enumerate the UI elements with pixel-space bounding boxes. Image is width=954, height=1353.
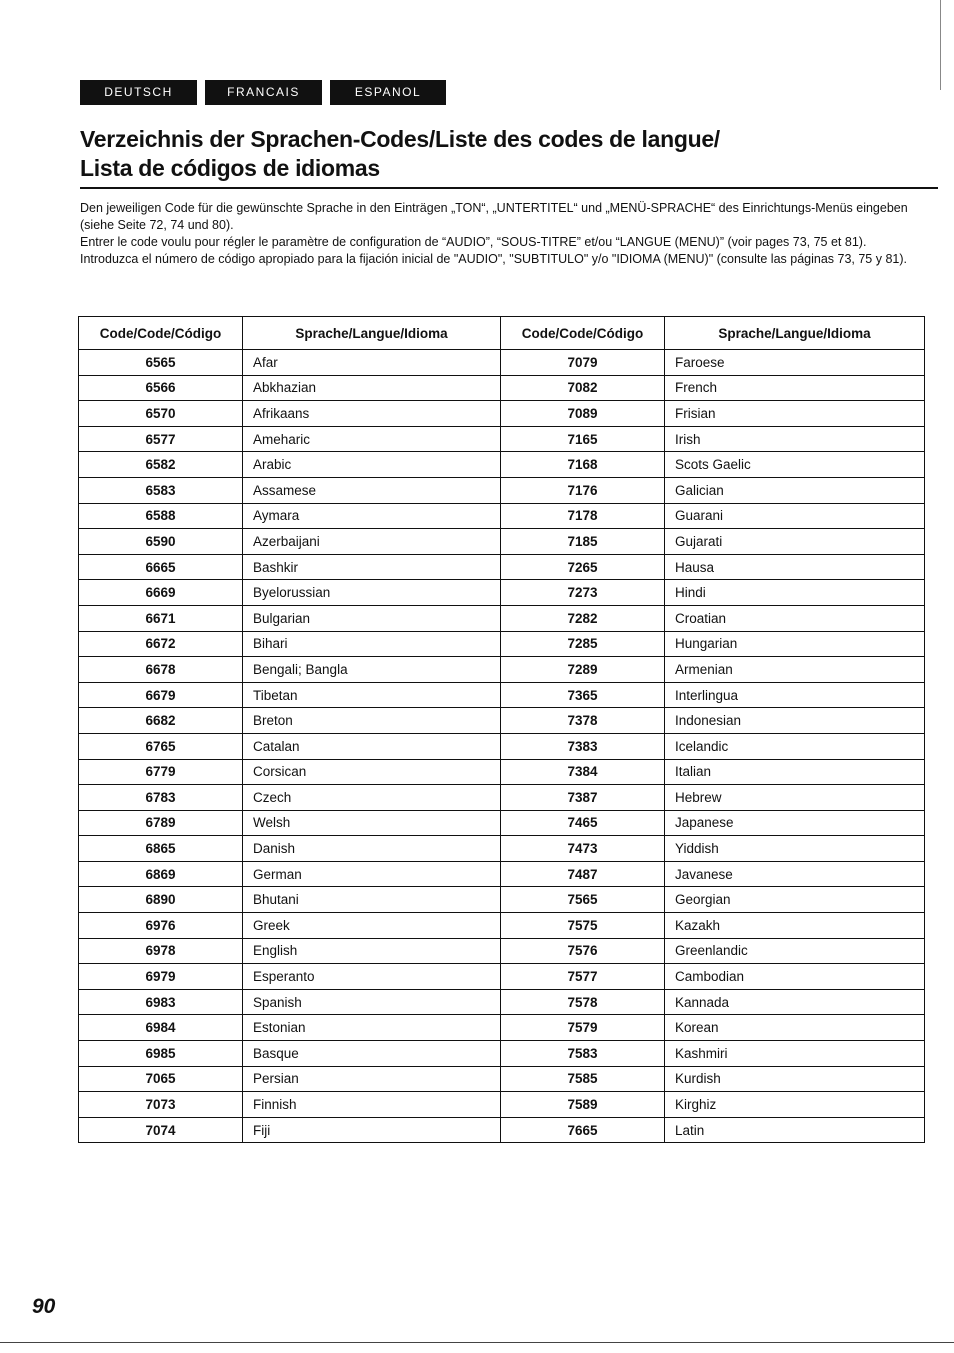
code-cell: 6577 xyxy=(79,426,243,452)
language-cell: Irish xyxy=(665,426,925,452)
language-cell: Byelorussian xyxy=(243,580,501,606)
table-row xyxy=(79,836,925,862)
code-cell: 7073 xyxy=(79,1092,243,1118)
code-cell: 7065 xyxy=(79,1066,243,1092)
language-tabs xyxy=(80,80,446,105)
code-cell: 6672 xyxy=(79,631,243,657)
header-code-left: Code/Code/Código xyxy=(79,317,243,350)
code-cell: 6588 xyxy=(79,503,243,529)
table-row xyxy=(79,938,925,964)
code-cell: 6983 xyxy=(79,989,243,1015)
table-header-row xyxy=(79,317,925,350)
tab-deutsch: DEUTSCH xyxy=(80,80,197,105)
title-line-1: Verzeichnis der Sprachen-Codes/Liste des codes de langue/ xyxy=(80,126,720,152)
code-cell: 7289 xyxy=(501,657,665,683)
code-cell: 7487 xyxy=(501,861,665,887)
language-cell: Galician xyxy=(665,477,925,503)
page-number: 90 xyxy=(32,1295,56,1318)
language-cell: Afrikaans xyxy=(243,401,501,427)
table-row xyxy=(79,861,925,887)
table-row xyxy=(79,554,925,580)
table-row xyxy=(79,631,925,657)
code-cell: 7165 xyxy=(501,426,665,452)
language-cell: Gujarati xyxy=(665,529,925,555)
language-cell: Greek xyxy=(243,913,501,939)
table-row xyxy=(79,375,925,401)
table-row xyxy=(79,1092,925,1118)
table-row xyxy=(79,785,925,811)
language-cell: Assamese xyxy=(243,477,501,503)
language-cell: Javanese xyxy=(665,861,925,887)
code-cell: 7383 xyxy=(501,733,665,759)
language-cell: Finnish xyxy=(243,1092,501,1118)
code-cell: 7473 xyxy=(501,836,665,862)
language-cell: Spanish xyxy=(243,989,501,1015)
table-row xyxy=(79,477,925,503)
code-cell: 6679 xyxy=(79,682,243,708)
code-cell: 6890 xyxy=(79,887,243,913)
header-code-right: Code/Code/Código xyxy=(501,317,665,350)
language-cell: Catalan xyxy=(243,733,501,759)
title-line-2: Lista de códigos de idiomas xyxy=(80,155,380,181)
language-cell: Kashmiri xyxy=(665,1041,925,1067)
language-cell: Hindi xyxy=(665,580,925,606)
table-row xyxy=(79,580,925,606)
code-cell: 6583 xyxy=(79,477,243,503)
code-cell: 7576 xyxy=(501,938,665,964)
table-row xyxy=(79,989,925,1015)
code-cell: 6765 xyxy=(79,733,243,759)
intro-spanish: Introduzca el número de código apropiado para la fijación inicial de "AUDIO", "SUBTITULO" y/o "IDIOMA (MENU)" (consulte las páginas 73, 75 y 81). xyxy=(80,252,907,266)
language-cell: Estonian xyxy=(243,1015,501,1041)
language-cell: Persian xyxy=(243,1066,501,1092)
code-cell: 6669 xyxy=(79,580,243,606)
code-cell: 6976 xyxy=(79,913,243,939)
language-cell: Japanese xyxy=(665,810,925,836)
table-row xyxy=(79,529,925,555)
intro-text xyxy=(80,200,925,268)
table-body xyxy=(79,350,925,1143)
code-cell: 6570 xyxy=(79,401,243,427)
language-cell: Esperanto xyxy=(243,964,501,990)
code-cell: 6582 xyxy=(79,452,243,478)
language-cell: Bihari xyxy=(243,631,501,657)
code-cell: 6865 xyxy=(79,836,243,862)
code-cell: 7384 xyxy=(501,759,665,785)
table-row xyxy=(79,964,925,990)
code-cell: 7465 xyxy=(501,810,665,836)
language-cell: Cambodian xyxy=(665,964,925,990)
language-cell: Basque xyxy=(243,1041,501,1067)
language-cell: Hungarian xyxy=(665,631,925,657)
table-row xyxy=(79,1066,925,1092)
code-cell: 7282 xyxy=(501,605,665,631)
code-cell: 6984 xyxy=(79,1015,243,1041)
language-cell: Faroese xyxy=(665,350,925,376)
code-cell: 7185 xyxy=(501,529,665,555)
code-cell: 6979 xyxy=(79,964,243,990)
code-cell: 7273 xyxy=(501,580,665,606)
table-row xyxy=(79,605,925,631)
code-cell: 7575 xyxy=(501,913,665,939)
code-cell: 6566 xyxy=(79,375,243,401)
code-cell: 7285 xyxy=(501,631,665,657)
code-cell: 6565 xyxy=(79,350,243,376)
language-cell: Azerbaijani xyxy=(243,529,501,555)
table-row xyxy=(79,350,925,376)
code-cell: 7365 xyxy=(501,682,665,708)
header-language-left: Sprache/Langue/Idioma xyxy=(243,317,501,350)
language-cell: Frisian xyxy=(665,401,925,427)
code-cell: 7665 xyxy=(501,1117,665,1143)
code-cell: 6590 xyxy=(79,529,243,555)
language-cell: Kazakh xyxy=(665,913,925,939)
language-cell: Fiji xyxy=(243,1117,501,1143)
language-cell: Guarani xyxy=(665,503,925,529)
language-cell: Bulgarian xyxy=(243,605,501,631)
code-cell: 6783 xyxy=(79,785,243,811)
table-row xyxy=(79,733,925,759)
code-cell: 7178 xyxy=(501,503,665,529)
language-cell: Danish xyxy=(243,836,501,862)
table-row xyxy=(79,426,925,452)
language-cell: Armenian xyxy=(665,657,925,683)
language-cell: Afar xyxy=(243,350,501,376)
code-cell: 7579 xyxy=(501,1015,665,1041)
language-cell: Icelandic xyxy=(665,733,925,759)
title-divider xyxy=(80,187,938,189)
code-cell: 7387 xyxy=(501,785,665,811)
language-cell: Yiddish xyxy=(665,836,925,862)
code-cell: 6665 xyxy=(79,554,243,580)
table-row xyxy=(79,401,925,427)
language-cell: Latin xyxy=(665,1117,925,1143)
language-cell: Aymara xyxy=(243,503,501,529)
code-cell: 7089 xyxy=(501,401,665,427)
language-cell: Hebrew xyxy=(665,785,925,811)
table-row xyxy=(79,1015,925,1041)
code-cell: 7585 xyxy=(501,1066,665,1092)
language-cell: Bhutani xyxy=(243,887,501,913)
language-cell: Czech xyxy=(243,785,501,811)
tab-francais: FRANCAIS xyxy=(205,80,322,105)
language-cell: Kirghiz xyxy=(665,1092,925,1118)
code-cell: 6678 xyxy=(79,657,243,683)
header-language-right: Sprache/Langue/Idioma xyxy=(665,317,925,350)
table-row xyxy=(79,657,925,683)
language-cell: Croatian xyxy=(665,605,925,631)
language-cell: Kurdish xyxy=(665,1066,925,1092)
code-cell: 7378 xyxy=(501,708,665,734)
code-cell: 6985 xyxy=(79,1041,243,1067)
code-cell: 7583 xyxy=(501,1041,665,1067)
table-row xyxy=(79,1041,925,1067)
bottom-divider xyxy=(0,1342,954,1343)
language-cell: Interlingua xyxy=(665,682,925,708)
table-row xyxy=(79,887,925,913)
tab-espanol: ESPANOL xyxy=(330,80,446,105)
intro-german: Den jeweiligen Code für die gewünschte Sprache in den Einträgen „TON“, „UNTERTITEL“ und „MENÜ-SPRACHE“ des Einrichtungs-Menüs eingeben (siehe Seite 72, 74 und 80). xyxy=(80,201,908,232)
code-cell: 6869 xyxy=(79,861,243,887)
code-cell: 7168 xyxy=(501,452,665,478)
code-cell: 7589 xyxy=(501,1092,665,1118)
language-cell: Hausa xyxy=(665,554,925,580)
code-cell: 6671 xyxy=(79,605,243,631)
language-cell: Welsh xyxy=(243,810,501,836)
language-cell: Abkhazian xyxy=(243,375,501,401)
code-cell: 7578 xyxy=(501,989,665,1015)
intro-french: Entrer le code voulu pour régler le paramètre de configuration de “AUDIO”, “SOUS-TITRE” et/ou “LANGUE (MENU)” (voir pages 73, 75 et 81). xyxy=(80,235,867,249)
code-cell: 7079 xyxy=(501,350,665,376)
code-cell: 7265 xyxy=(501,554,665,580)
table-row xyxy=(79,810,925,836)
language-cell: French xyxy=(665,375,925,401)
code-cell: 6978 xyxy=(79,938,243,964)
language-cell: Kannada xyxy=(665,989,925,1015)
language-cell: Italian xyxy=(665,759,925,785)
language-cell: Bashkir xyxy=(243,554,501,580)
table-row xyxy=(79,708,925,734)
table-row xyxy=(79,913,925,939)
margin-line xyxy=(940,0,941,90)
language-cell: English xyxy=(243,938,501,964)
language-cell: Tibetan xyxy=(243,682,501,708)
language-codes-table xyxy=(78,316,925,1143)
table-row xyxy=(79,759,925,785)
language-cell: Greenlandic xyxy=(665,938,925,964)
language-cell: Breton xyxy=(243,708,501,734)
language-cell: Georgian xyxy=(665,887,925,913)
language-cell: Arabic xyxy=(243,452,501,478)
code-cell: 6789 xyxy=(79,810,243,836)
page-title xyxy=(80,125,930,183)
code-cell: 7074 xyxy=(79,1117,243,1143)
table-row xyxy=(79,1117,925,1143)
code-cell: 6682 xyxy=(79,708,243,734)
language-cell: German xyxy=(243,861,501,887)
code-cell: 7577 xyxy=(501,964,665,990)
language-cell: Corsican xyxy=(243,759,501,785)
code-cell: 7565 xyxy=(501,887,665,913)
language-cell: Scots Gaelic xyxy=(665,452,925,478)
code-cell: 6779 xyxy=(79,759,243,785)
table-row xyxy=(79,682,925,708)
language-cell: Indonesian xyxy=(665,708,925,734)
language-cell: Bengali; Bangla xyxy=(243,657,501,683)
language-cell: Korean xyxy=(665,1015,925,1041)
code-cell: 7082 xyxy=(501,375,665,401)
table-row xyxy=(79,503,925,529)
language-cell: Ameharic xyxy=(243,426,501,452)
code-cell: 7176 xyxy=(501,477,665,503)
table-row xyxy=(79,452,925,478)
